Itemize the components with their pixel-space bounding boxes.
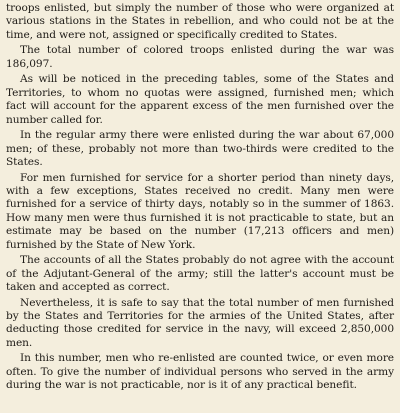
paragraph-re-enlisted: In this number, men who re-enlisted are counted twice, or even more often. To give the number of individual persons who served in the army during the war is not practicable, nor is it of any practical benefit. — [6, 352, 394, 392]
paragraph-continuation: troops enlisted, but simply the number of those who were organized at various stations in the States in rebellion, and who could not be at the time, and were not, assigned or specifically credited to States. — [6, 2, 394, 41]
paragraph-short-service: For men furnished for service for a shorter period than ninety days, with a few exceptions, States received no credit. Many men were furnished for a service of thirty days, notably so in the summer of 1863. How many men were thus furnished it is not practicable to state, but an estimate may be based on the number (17,213 officers and men) furnished by the State of New York. — [6, 171, 394, 251]
paragraph-accounts: The accounts of all the States probably do not agree with the account of the Adjutant-General of the army; still the latter's account must be taken and accepted as correct. — [6, 254, 394, 294]
paragraph-colored-troops: The total number of colored troops enlisted during the war was 186,097. — [6, 44, 394, 70]
paragraph-total-estimate: Nevertheless, it is safe to say that the total number of men furnished by the States and Territories for the armies of the United States, after deducting those credited for service in the navy, will exceed 2,850,000 men. — [6, 296, 394, 349]
paragraph-territories: As will be noticed in the preceding tables, some of the States and Territories, to whom no quotas were assigned, furnished men; which fact will account for the apparent excess of the men furnished over the number called for. — [6, 73, 394, 126]
paragraph-regular-army: In the regular army there were enlisted during the war about 67,000 men; of these, probably not more than two-thirds were credited to the States. — [6, 129, 394, 169]
